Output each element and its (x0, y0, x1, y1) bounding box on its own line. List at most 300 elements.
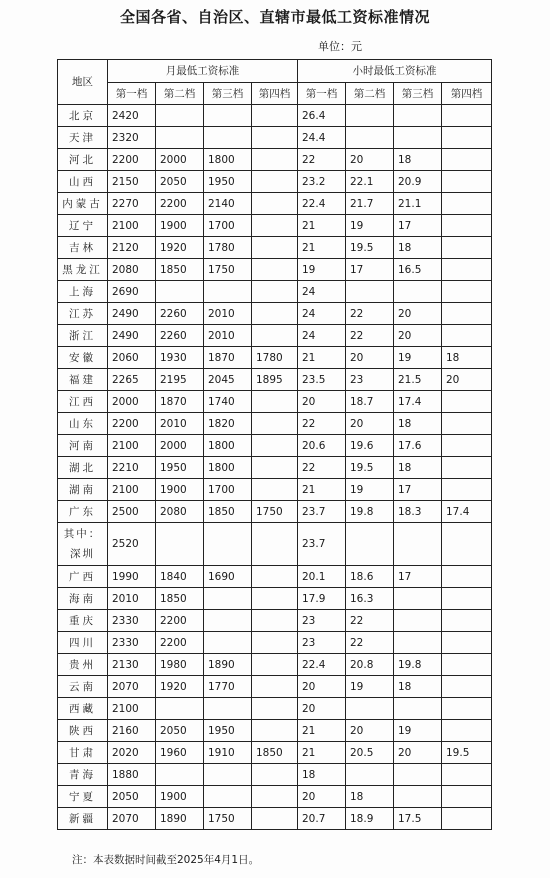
monthly-tier-cell: 2070 (108, 676, 156, 698)
region-cell: 北京 (58, 105, 108, 127)
monthly-tier-cell: 1850 (204, 501, 252, 523)
monthly-tier-cell: 2100 (108, 215, 156, 237)
monthly-tier-cell: 2160 (108, 720, 156, 742)
monthly-tier-cell: 1950 (204, 720, 252, 742)
hourly-tier-cell: 20.7 (298, 808, 346, 830)
hourly-tier-cell: 22 (346, 632, 394, 654)
monthly-tier-cell: 2330 (108, 610, 156, 632)
table-row (58, 259, 492, 281)
hourly-tier-cell (394, 127, 442, 149)
hourly-tier-cell (442, 610, 492, 632)
monthly-tier-cell: 1770 (204, 676, 252, 698)
monthly-tier-cell: 2265 (108, 369, 156, 391)
monthly-tier-cell (156, 698, 204, 720)
monthly-tier-cell (252, 676, 298, 698)
table-row (58, 413, 492, 435)
region-cell: 青海 (58, 764, 108, 786)
monthly-tier-cell (252, 413, 298, 435)
hourly-tier-cell: 20.9 (394, 171, 442, 193)
hourly-tier-cell: 18 (394, 149, 442, 171)
hourly-tier-cell: 19.8 (346, 501, 394, 523)
hourly-tier-cell: 23.7 (298, 523, 346, 566)
monthly-tier-cell: 1850 (252, 742, 298, 764)
monthly-tier-cell (156, 523, 204, 566)
monthly-tier-cell: 1900 (156, 479, 204, 501)
hourly-tier-cell (442, 259, 492, 281)
monthly-tier-cell: 2195 (156, 369, 204, 391)
table-row (58, 720, 492, 742)
monthly-tier-cell (252, 786, 298, 808)
hourly-tier-cell: 20 (394, 742, 442, 764)
region-cell: 辽宁 (58, 215, 108, 237)
monthly-tier-cell: 1900 (156, 215, 204, 237)
monthly-tier-cell (204, 632, 252, 654)
monthly-tier-cell: 2010 (204, 303, 252, 325)
monthly-tier-cell (252, 171, 298, 193)
hourly-tier-cell (346, 698, 394, 720)
monthly-tier-cell (156, 764, 204, 786)
hourly-tier-cell: 21 (298, 237, 346, 259)
region-cell: 山西 (58, 171, 108, 193)
monthly-tier-cell (252, 325, 298, 347)
hourly-tier-cell: 20 (298, 698, 346, 720)
monthly-tier-cell: 1820 (204, 413, 252, 435)
region-cell: 宁夏 (58, 786, 108, 808)
monthly-tier-cell (204, 786, 252, 808)
hourly-tier-cell: 17 (394, 479, 442, 501)
monthly-tier-cell: 1870 (204, 347, 252, 369)
hourly-tier-cell (442, 193, 492, 215)
hourly-tier-cell: 23.7 (298, 501, 346, 523)
monthly-tier-cell: 2500 (108, 501, 156, 523)
table-row (58, 479, 492, 501)
hourly-tier-cell: 18 (394, 237, 442, 259)
monthly-tier-cell (252, 105, 298, 127)
monthly-tier-cell: 2200 (108, 149, 156, 171)
table-row (58, 215, 492, 237)
monthly-tier-cell: 1950 (204, 171, 252, 193)
hourly-tier-cell: 22 (346, 325, 394, 347)
monthly-tier-cell: 1750 (252, 501, 298, 523)
monthly-tier-cell: 2045 (204, 369, 252, 391)
monthly-tier-cell: 1780 (252, 347, 298, 369)
hourly-tier-cell: 20 (298, 676, 346, 698)
table-row (58, 588, 492, 610)
table-row (58, 764, 492, 786)
hourly-tier-cell: 20.1 (298, 566, 346, 588)
monthly-tier-cell: 1750 (204, 808, 252, 830)
monthly-tier-cell (252, 566, 298, 588)
hourly-tier-cell (394, 105, 442, 127)
monthly-tier-cell: 1870 (156, 391, 204, 413)
monthly-tier-cell: 1750 (204, 259, 252, 281)
hourly-tier-cell: 17 (394, 215, 442, 237)
hourly-tier-cell: 18.7 (346, 391, 394, 413)
hourly-tier-cell: 18.3 (394, 501, 442, 523)
hourly-tier-cell: 17 (346, 259, 394, 281)
monthly-tier-cell (252, 149, 298, 171)
monthly-tier-cell: 1890 (156, 808, 204, 830)
region-cell: 新疆 (58, 808, 108, 830)
table-row (58, 457, 492, 479)
monthly-tier-cell: 2200 (108, 413, 156, 435)
monthly-tier-cell: 1800 (204, 457, 252, 479)
monthly-tier-cell: 1780 (204, 237, 252, 259)
region-cell: 上海 (58, 281, 108, 303)
monthly-tier-cell: 2260 (156, 325, 204, 347)
table-row (58, 303, 492, 325)
hourly-tier-cell: 22 (298, 149, 346, 171)
monthly-tier-cell: 2100 (108, 479, 156, 501)
region-cell: 重庆 (58, 610, 108, 632)
monthly-tier-cell: 2050 (156, 720, 204, 742)
monthly-tier-cell (252, 523, 298, 566)
hourly-tier-cell: 20 (346, 413, 394, 435)
region-cell: 甘肃 (58, 742, 108, 764)
hourly-tier-cell: 18 (442, 347, 492, 369)
region-cell: 海南 (58, 588, 108, 610)
region-cell: 西藏 (58, 698, 108, 720)
monthly-tier-cell (252, 632, 298, 654)
hourly-tier-cell: 20.8 (346, 654, 394, 676)
monthly-tier-cell (252, 479, 298, 501)
monthly-tier-cell: 2120 (108, 237, 156, 259)
monthly-tier-cell (252, 764, 298, 786)
hourly-tier-cell: 22.4 (298, 193, 346, 215)
monthly-tier-cell: 2490 (108, 325, 156, 347)
monthly-tier-cell: 1950 (156, 457, 204, 479)
hourly-tier-cell: 23.2 (298, 171, 346, 193)
minimum-wage-table (57, 59, 492, 830)
hourly-tier-cell: 20 (346, 347, 394, 369)
table-row (58, 325, 492, 347)
hourly-tier-cell: 21 (298, 215, 346, 237)
hourly-tier-cell: 20.5 (346, 742, 394, 764)
monthly-tier-cell: 2080 (108, 259, 156, 281)
hourly-tier-cell (442, 237, 492, 259)
hourly-tier-cell (442, 786, 492, 808)
table-row (58, 391, 492, 413)
monthly-tier-cell (204, 610, 252, 632)
hourly-tier-cell (442, 215, 492, 237)
hourly-tier-cell: 19 (394, 720, 442, 742)
monthly-tier-cell: 2520 (108, 523, 156, 566)
monthly-tier-cell: 2420 (108, 105, 156, 127)
hourly-tier-cell: 20 (346, 149, 394, 171)
monthly-tier-cell: 2010 (156, 413, 204, 435)
hourly-tier-cell (442, 457, 492, 479)
hourly-tier-cell: 20 (394, 325, 442, 347)
table-row (58, 742, 492, 764)
hourly-tier-cell: 21.7 (346, 193, 394, 215)
monthly-tier-cell (204, 127, 252, 149)
monthly-tier-cell: 2150 (108, 171, 156, 193)
hourly-tier-cell: 22 (346, 610, 394, 632)
monthly-tier-cell (252, 588, 298, 610)
region-header: 地区 (58, 60, 108, 105)
monthly-tier-cell (252, 127, 298, 149)
hourly-tier-cell: 21.5 (394, 369, 442, 391)
hourly-tier-cell: 18 (394, 413, 442, 435)
table-row (58, 566, 492, 588)
hourly-tier-cell: 24.4 (298, 127, 346, 149)
region-cell: 浙江 (58, 325, 108, 347)
hourly-tier-cell: 21 (298, 347, 346, 369)
monthly-tier-cell: 1920 (156, 676, 204, 698)
monthly-tier-cell: 2140 (204, 193, 252, 215)
monthly-tier-cell: 1895 (252, 369, 298, 391)
monthly-tier-cell: 1740 (204, 391, 252, 413)
hourly-tier-cell (442, 171, 492, 193)
hourly-tier-header: 第四档 (442, 83, 492, 105)
monthly-tier-cell: 2060 (108, 347, 156, 369)
monthly-tier-cell: 2070 (108, 808, 156, 830)
table-row (58, 435, 492, 457)
table-row (58, 237, 492, 259)
hourly-tier-cell: 20 (298, 786, 346, 808)
monthly-tier-cell: 1700 (204, 215, 252, 237)
monthly-tier-cell: 1840 (156, 566, 204, 588)
hourly-tier-cell (442, 435, 492, 457)
hourly-tier-cell: 18 (346, 786, 394, 808)
monthly-tier-cell (252, 654, 298, 676)
monthly-tier-cell (252, 610, 298, 632)
hourly-tier-cell: 17.5 (394, 808, 442, 830)
hourly-tier-cell (442, 588, 492, 610)
hourly-tier-cell (442, 413, 492, 435)
hourly-tier-cell: 20 (442, 369, 492, 391)
table-row (58, 786, 492, 808)
region-cell: 福建 (58, 369, 108, 391)
monthly-tier-cell (252, 237, 298, 259)
monthly-tier-cell (252, 720, 298, 742)
hourly-tier-cell (442, 632, 492, 654)
hourly-tier-cell: 22.1 (346, 171, 394, 193)
hourly-tier-cell: 23.5 (298, 369, 346, 391)
hourly-tier-cell: 21.1 (394, 193, 442, 215)
hourly-tier-cell: 17.6 (394, 435, 442, 457)
hourly-tier-cell (346, 127, 394, 149)
hourly-tier-cell: 19.5 (346, 237, 394, 259)
table-row (58, 698, 492, 720)
monthly-tier-cell (156, 105, 204, 127)
hourly-tier-cell (442, 566, 492, 588)
hourly-tier-cell: 24 (298, 303, 346, 325)
region-cell: 黑龙江 (58, 259, 108, 281)
monthly-tier-cell (204, 698, 252, 720)
hourly-tier-cell: 19.8 (394, 654, 442, 676)
hourly-tier-cell: 24 (298, 325, 346, 347)
monthly-tier-cell: 2010 (108, 588, 156, 610)
table-row (58, 632, 492, 654)
monthly-tier-cell (252, 435, 298, 457)
hourly-tier-cell (442, 303, 492, 325)
table-row (58, 523, 492, 566)
hourly-tier-cell: 22 (298, 457, 346, 479)
hourly-tier-cell (394, 281, 442, 303)
region-cell: 江苏 (58, 303, 108, 325)
hourly-tier-cell (442, 127, 492, 149)
hourly-tier-cell: 18 (394, 676, 442, 698)
hourly-tier-cell: 18 (298, 764, 346, 786)
monthly-tier-cell: 1800 (204, 435, 252, 457)
monthly-tier-cell (204, 523, 252, 566)
monthly-tier-cell (252, 698, 298, 720)
hourly-tier-cell: 18.6 (346, 566, 394, 588)
monthly-tier-cell: 2130 (108, 654, 156, 676)
table-row (58, 171, 492, 193)
footnote: 注：本表数据时间截至2025年4月1日。 (72, 854, 260, 866)
hourly-tier-cell (442, 676, 492, 698)
monthly-tier-header: 第二档 (156, 83, 204, 105)
monthly-tier-cell: 2100 (108, 435, 156, 457)
monthly-tier-cell (252, 457, 298, 479)
hourly-tier-cell (394, 786, 442, 808)
hourly-tier-cell (346, 105, 394, 127)
monthly-tier-cell: 1910 (204, 742, 252, 764)
hourly-tier-cell (442, 523, 492, 566)
region-cell: 江西 (58, 391, 108, 413)
hourly-tier-cell: 19 (298, 259, 346, 281)
region-cell: 贵州 (58, 654, 108, 676)
monthly-tier-cell: 1690 (204, 566, 252, 588)
hourly-tier-header: 第一档 (298, 83, 346, 105)
hourly-tier-cell: 20 (394, 303, 442, 325)
monthly-tier-cell: 2080 (156, 501, 204, 523)
hourly-tier-cell (346, 764, 394, 786)
region-cell: 湖南 (58, 479, 108, 501)
monthly-tier-cell: 1980 (156, 654, 204, 676)
hourly-tier-cell: 17.9 (298, 588, 346, 610)
hourly-tier-cell: 19.5 (442, 742, 492, 764)
hourly-tier-cell (442, 105, 492, 127)
monthly-tier-cell: 2330 (108, 632, 156, 654)
region-cell: 广西 (58, 566, 108, 588)
hourly-tier-cell (442, 720, 492, 742)
monthly-tier-cell: 2490 (108, 303, 156, 325)
hourly-tier-cell: 22 (346, 303, 394, 325)
hourly-tier-cell: 22.4 (298, 654, 346, 676)
monthly-tier-cell: 1960 (156, 742, 204, 764)
hourly-tier-cell (394, 588, 442, 610)
hourly-tier-cell (442, 479, 492, 501)
hourly-tier-cell: 17 (394, 566, 442, 588)
monthly-tier-cell: 2200 (156, 193, 204, 215)
region-cell: 河北 (58, 149, 108, 171)
hourly-group-header: 小时最低工资标准 (298, 60, 492, 83)
hourly-tier-cell (442, 325, 492, 347)
page-title: 全国各省、自治区、直辖市最低工资标准情况 (119, 8, 430, 26)
monthly-tier-cell (204, 764, 252, 786)
hourly-tier-cell (442, 698, 492, 720)
monthly-tier-cell: 2270 (108, 193, 156, 215)
monthly-group-header: 月最低工资标准 (108, 60, 298, 83)
hourly-tier-cell: 18.9 (346, 808, 394, 830)
hourly-tier-cell (394, 523, 442, 566)
hourly-tier-header: 第三档 (394, 83, 442, 105)
monthly-tier-cell: 1700 (204, 479, 252, 501)
hourly-tier-cell: 19 (346, 479, 394, 501)
region-cell: 广东 (58, 501, 108, 523)
monthly-tier-cell: 2260 (156, 303, 204, 325)
hourly-tier-cell (442, 149, 492, 171)
monthly-tier-cell: 1880 (108, 764, 156, 786)
table-row (58, 193, 492, 215)
monthly-tier-cell (252, 808, 298, 830)
table-row (58, 676, 492, 698)
unit-label: 单位：元 (318, 40, 362, 53)
region-cell: 河南 (58, 435, 108, 457)
monthly-tier-cell: 2320 (108, 127, 156, 149)
monthly-tier-cell: 1930 (156, 347, 204, 369)
hourly-tier-cell: 17.4 (442, 501, 492, 523)
monthly-tier-cell: 2050 (108, 786, 156, 808)
hourly-tier-cell (394, 764, 442, 786)
monthly-tier-cell: 1890 (204, 654, 252, 676)
hourly-tier-cell: 23 (298, 610, 346, 632)
hourly-tier-header: 第二档 (346, 83, 394, 105)
monthly-tier-cell: 2000 (156, 149, 204, 171)
region-cell: 天津 (58, 127, 108, 149)
monthly-tier-cell (252, 193, 298, 215)
hourly-tier-cell: 17.4 (394, 391, 442, 413)
table-row (58, 808, 492, 830)
monthly-tier-cell: 1800 (204, 149, 252, 171)
monthly-tier-cell: 1990 (108, 566, 156, 588)
hourly-tier-cell (346, 523, 394, 566)
hourly-tier-cell: 18 (394, 457, 442, 479)
monthly-tier-cell (252, 303, 298, 325)
table-row (58, 281, 492, 303)
region-cell: 吉林 (58, 237, 108, 259)
monthly-tier-cell: 2010 (204, 325, 252, 347)
monthly-tier-cell (204, 105, 252, 127)
hourly-tier-cell (442, 764, 492, 786)
region-cell: 陕西 (58, 720, 108, 742)
hourly-tier-cell: 21 (298, 720, 346, 742)
hourly-tier-cell: 19.6 (346, 435, 394, 457)
monthly-tier-cell: 2200 (156, 632, 204, 654)
table-row (58, 610, 492, 632)
monthly-tier-cell: 1920 (156, 237, 204, 259)
monthly-tier-cell (252, 215, 298, 237)
hourly-tier-cell: 19 (346, 676, 394, 698)
monthly-tier-cell: 2020 (108, 742, 156, 764)
table-row (58, 149, 492, 171)
table-row (58, 347, 492, 369)
hourly-tier-cell: 21 (298, 479, 346, 501)
monthly-tier-cell (252, 281, 298, 303)
hourly-tier-cell (442, 281, 492, 303)
hourly-tier-cell: 16.5 (394, 259, 442, 281)
monthly-tier-cell: 1850 (156, 588, 204, 610)
monthly-tier-header: 第一档 (108, 83, 156, 105)
hourly-tier-cell: 19 (394, 347, 442, 369)
hourly-tier-cell: 23 (346, 369, 394, 391)
monthly-tier-cell: 2000 (108, 391, 156, 413)
hourly-tier-cell (394, 610, 442, 632)
hourly-tier-cell: 20 (298, 391, 346, 413)
hourly-tier-cell (394, 632, 442, 654)
monthly-tier-cell (204, 281, 252, 303)
monthly-tier-cell (204, 588, 252, 610)
monthly-tier-cell (156, 127, 204, 149)
table-row (58, 654, 492, 676)
monthly-tier-cell: 2100 (108, 698, 156, 720)
hourly-tier-cell: 22 (298, 413, 346, 435)
monthly-tier-cell: 2210 (108, 457, 156, 479)
monthly-tier-header: 第四档 (252, 83, 298, 105)
